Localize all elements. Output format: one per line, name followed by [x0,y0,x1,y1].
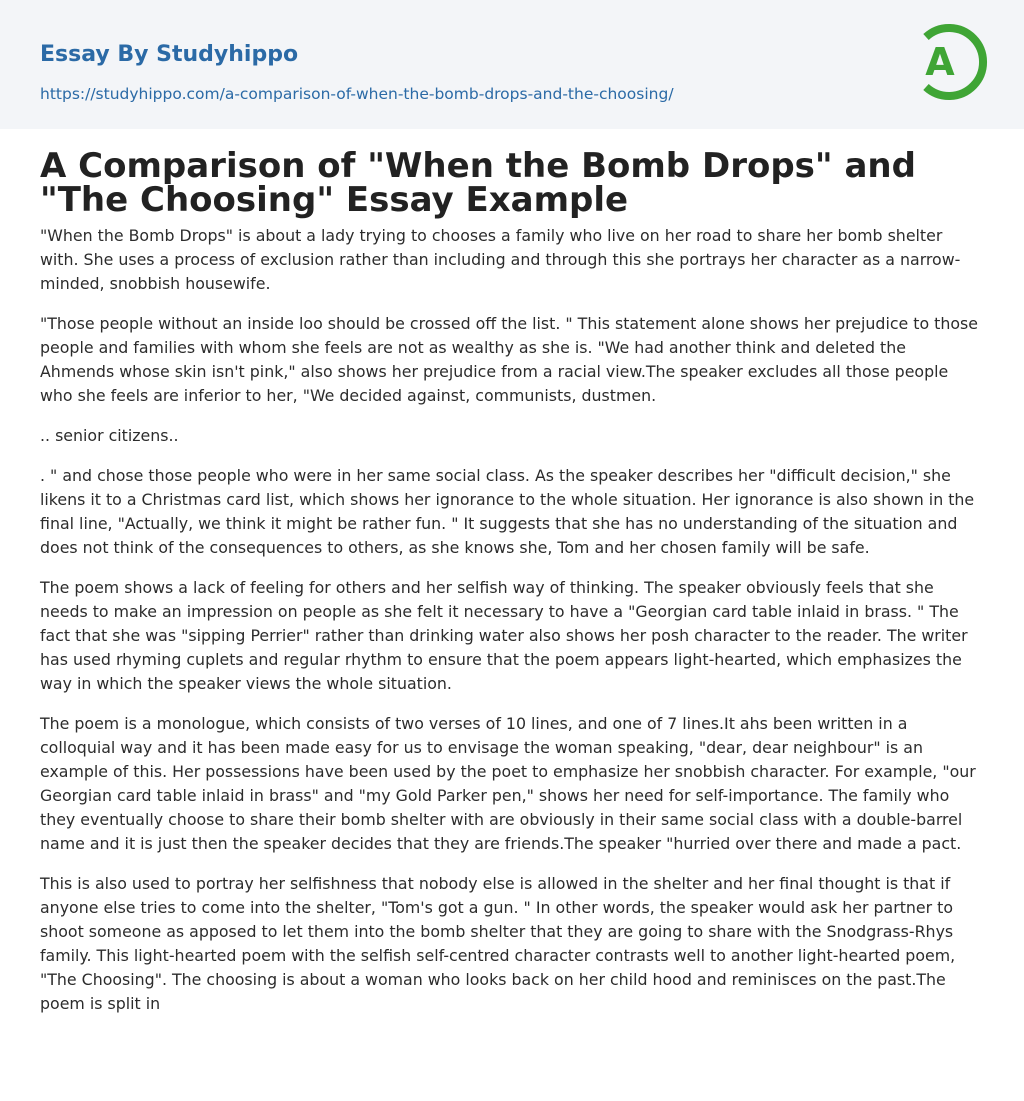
studyhippo-logo-icon[interactable] [910,18,988,106]
essay-paragraph: This is also used to portray her selfishness that nobody else is allowed in the shelter and her final thought is that if anyone else tries to come into the shelter, "Tom's got a gun. " In other words, the speaker would ask her partner to shoot someone as apposed to let them into the bomb shelter that they are going to share with the Snodgrass-Rhys family. This light-hearted poem with the selfish self-centred character contrasts well to another light-hearted poem, "The Choosing". The choosing is about a woman who looks back on her child hood and reminisces on the past.The poem is split in [40,874,956,1013]
essay-paragraph: The poem is a monologue, which consists of two verses of 10 lines, and one of 7 lines.It ahs been written in a colloquial way and it has been made easy for us to envisage the woman speaking, "dear, dear neighbour" is an example of this. Her possessions have been used by the poet to emphasize her snobbish character. For example, "our Georgian card table inlaid in brass" and "my Gold Parker pen," shows her need for self-importance. The family who they eventually choose to share their bomb shelter with are obviously in their same social class with a double-barrel name and it is just then the speaker decides that they are friends.The speaker "hurried over there and made a pact. [40,714,976,853]
page-title: A Comparison of "When the Bomb Drops" and "The Choosing" Essay Example [40,146,916,220]
page-url-link[interactable]: https://studyhippo.com/a-comparison-of-when-the-bomb-drops-and-the-choosing/ [40,85,674,103]
essay-paragraph: .. senior citizens.. [40,426,179,445]
essay-paragraph: "Those people without an inside loo should be crossed off the list. " This statement alone shows her prejudice to those people and families with whom she feels are not as wealthy as she is. "We had another think and deleted the Ahmends whose skin isn't pink," also shows her prejudice from a racial view.The speaker excludes all those people who she feels are inferior to her, "We decided against, communists, dustmen. [40,314,978,405]
essay-paragraph: The poem shows a lack of feeling for others and her selfish way of thinking. The speaker obviously feels that she needs to make an impression on people as she felt it necessary to have a "Georgian card table inlaid in brass. " The fact that she was "sipping Perrier" rather than drinking water also shows her posh character to the reader. The writer has used rhyming cuplets and regular rhythm to ensure that the poem appears light-hearted, which emphasizes the way in which the speaker views the whole situation. [40,578,968,693]
essay-content [40,146,984,1032]
logo-letter: A [925,40,955,84]
essay-paragraph: "When the Bomb Drops" is about a lady trying to chooses a family who live on her road to share her bomb shelter with. She uses a process of exclusion rather than including and through this she portrays her character as a narrow-minded, snobbish housewife. [40,226,961,293]
site-header [0,0,1024,129]
essay-paragraph: . " and chose those people who were in her same social class. As the speaker describes her "difficult decision," she likens it to a Christmas card list, which shows her ignorance to the whole situation. Her ignorance is also shown in the final line, "Actually, we think it might be rather fun. " It suggests that she has no understanding of the situation and does not think of the consequences to others, as she knows she, Tom and her chosen family will be safe. [40,466,975,557]
site-brand[interactable]: Essay By Studyhippo [40,42,299,67]
